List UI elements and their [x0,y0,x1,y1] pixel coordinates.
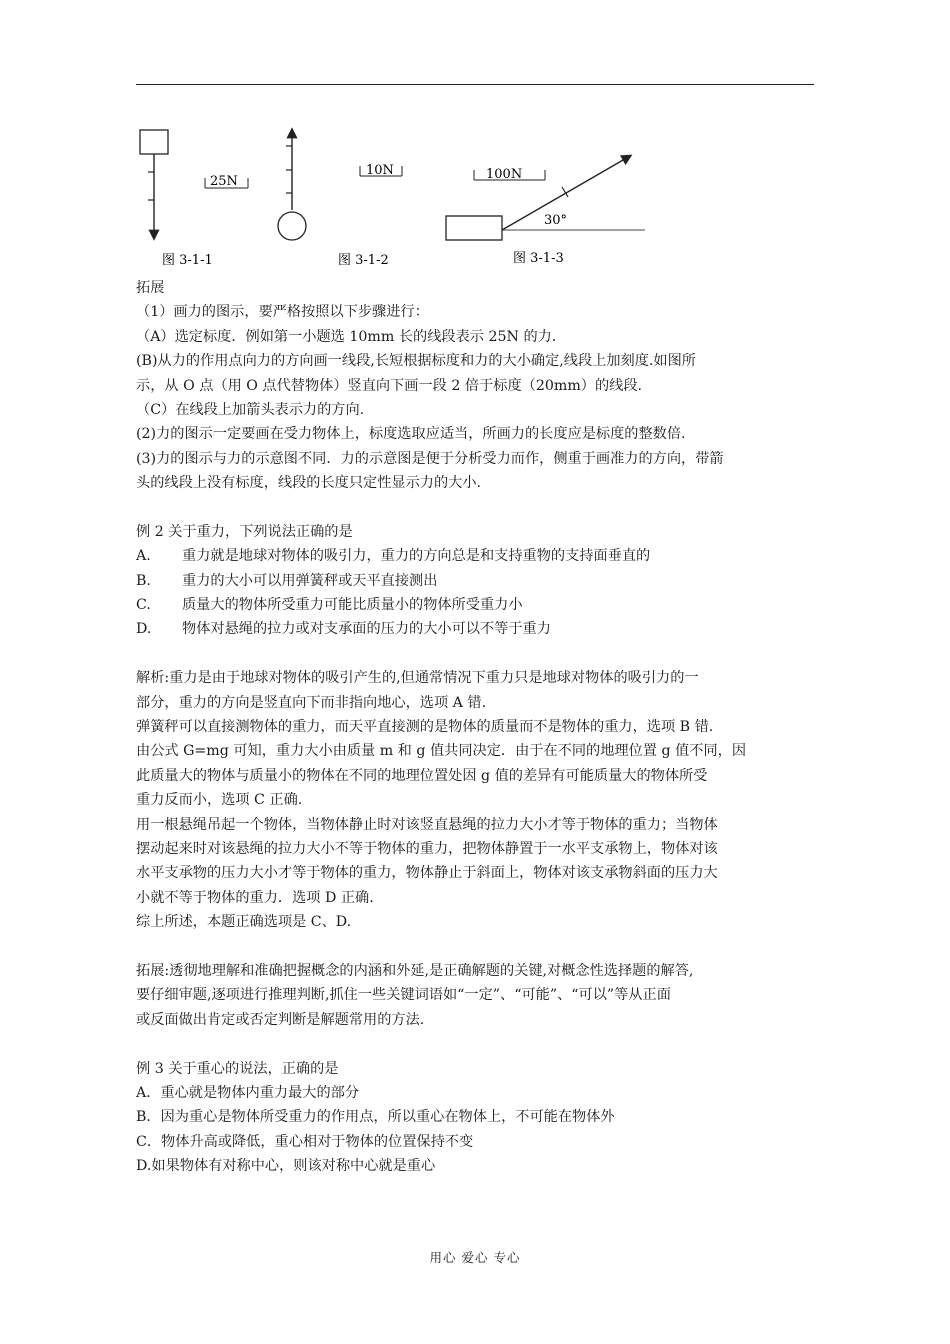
force-diagrams [130,118,690,278]
example-3-option: B．因为重心是物体所受重力的作用点，所以重心在物体上，不可能在物体外 [136,1109,615,1126]
document-body [136,276,816,1178]
example-3-option: D.如果物体有对称中心，则该对称中心就是重心 [136,1158,436,1175]
extension-line: 示，从 O 点（用 O 点代替物体）竖直向下画一段 2 倍于标度（20mm）的线段. [136,377,643,394]
fig3-caption: 图 3-1-3 [513,251,564,266]
fig1-box [140,130,168,154]
page-footer: 用心 爱心 专心 [429,1250,521,1265]
figure-3-1-3 [446,156,645,266]
option-label: B. [136,572,151,589]
example-3-question: 例 3 关于重心的说法，正确的是 [136,1060,339,1077]
fig2-ball [278,212,306,240]
analysis-line: 综上所述，本题正确选项是 C、D. [136,914,352,931]
analysis-line: 解析:重力是由于地球对物体的吸引产生的,但通常情况下重力只是地球对物体的吸引力的一 [136,670,699,687]
extension-title: 拓展 [136,280,165,296]
extension-2-line: 要仔细审题,逐项进行推理判断,抓住一些关键词语如“一定”、“可能”、“可以”等从正面 [136,987,671,1004]
option-text: 重力就是地球对物体的吸引力，重力的方向总是和支持重物的支持面垂直的 [182,548,651,565]
example-2-option [136,617,816,641]
example-3-option: C．物体升高或降低，重心相对于物体的位置保持不变 [136,1133,474,1150]
analysis-line: 此质量大的物体与质量小的物体在不同的地理位置处因 g 值的差异有可能质量大的物体所受 [136,767,708,784]
fig2-caption: 图 3-1-2 [338,253,389,268]
analysis-line: 水平支承物的压力大小才等于物体的重力，物体静止于斜面上，物体对该支承物斜面的压力大 [136,865,718,882]
fig3-angle: 30° [544,213,568,228]
example-2-option [136,544,816,568]
option-text: 重力的大小可以用弹簧秤或天平直接测出 [182,572,438,589]
header-rule [136,84,814,85]
extension-line: （A）选定标度．例如第一小题选 10mm 长的线段表示 25N 的力． [136,328,567,345]
extension-line: (3)力的图示与力的示意图不同．力的示意图是便于分析受力而作，侧重于画准力的方向，带箭 [136,450,724,467]
fig3-scale: 100N [486,167,523,182]
analysis-line: 由公式 G=mg 可知，重力大小由质量 m 和 g 值共同决定．由于在不同的地理位置 g 值不同，因 [136,743,747,760]
fig2-scale: 10N [366,163,394,178]
option-text: 物体对悬绳的拉力或对支承面的压力的大小可以不等于重力 [182,621,551,638]
extension-line: (B)从力的作用点向力的方向画一线段,长短根据标度和力的大小确定,线段上加刻度.如图所 [136,353,696,370]
analysis-line: 部分，重力的方向是竖直向下而非指向地心，选项 A 错. [136,694,487,711]
extension-line: （1）画力的图示，要严格按照以下步骤进行： [136,304,429,321]
extension-2-line: 拓展:透彻地理解和准确把握概念的内涵和外延,是正确解题的关键,对概念性选择题的解答, [136,962,694,979]
analysis-line: 弹簧秤可以直接测物体的重力，而天平直接测的是物体的质量而不是物体的重力，选项 B 错. [136,719,714,736]
option-label: D. [136,621,152,638]
figure-3-1-1 [140,130,248,268]
fig3-box [446,216,502,240]
option-label: A. [136,548,151,565]
fig1-caption: 图 3-1-1 [162,253,213,268]
example-3-option: A．重心就是物体内重力最大的部分 [136,1084,360,1101]
example-2-question: 例 2 关于重力，下列说法正确的是 [136,523,353,540]
analysis-line: 重力反而小，选项 C 正确. [136,792,303,809]
fig1-scale: 25N [210,174,238,189]
figure-3-1-2 [278,130,402,268]
example-2-option [136,569,816,593]
extension-line: (2)力的图示一定要画在受力物体上，标度选取应适当，所画力的长度应是标度的整数倍. [136,426,686,443]
analysis-line: 摆动起来时对该悬绳的拉力大小不等于物体的重力，把物体静置于一水平支承物上，物体对该 [136,840,718,857]
extension-2-line: 或反面做出肯定或否定判断是解题常用的方法. [136,1011,425,1028]
extension-line: 头的线段上没有标度，线段的长度只定性显示力的大小. [136,475,482,492]
extension-line: （C）在线段上加箭头表示力的方向. [136,401,365,418]
option-label: C. [136,597,151,614]
analysis-line: 用一根悬绳吊起一个物体，当物体静止时对该竖直悬绳的拉力大小才等于物体的重力；当物体 [136,816,718,833]
option-text: 质量大的物体所受重力可能比质量小的物体所受重力小 [182,597,523,614]
example-2-option [136,593,816,617]
analysis-line: 小就不等于物体的重力．选项 D 正确. [136,889,374,906]
